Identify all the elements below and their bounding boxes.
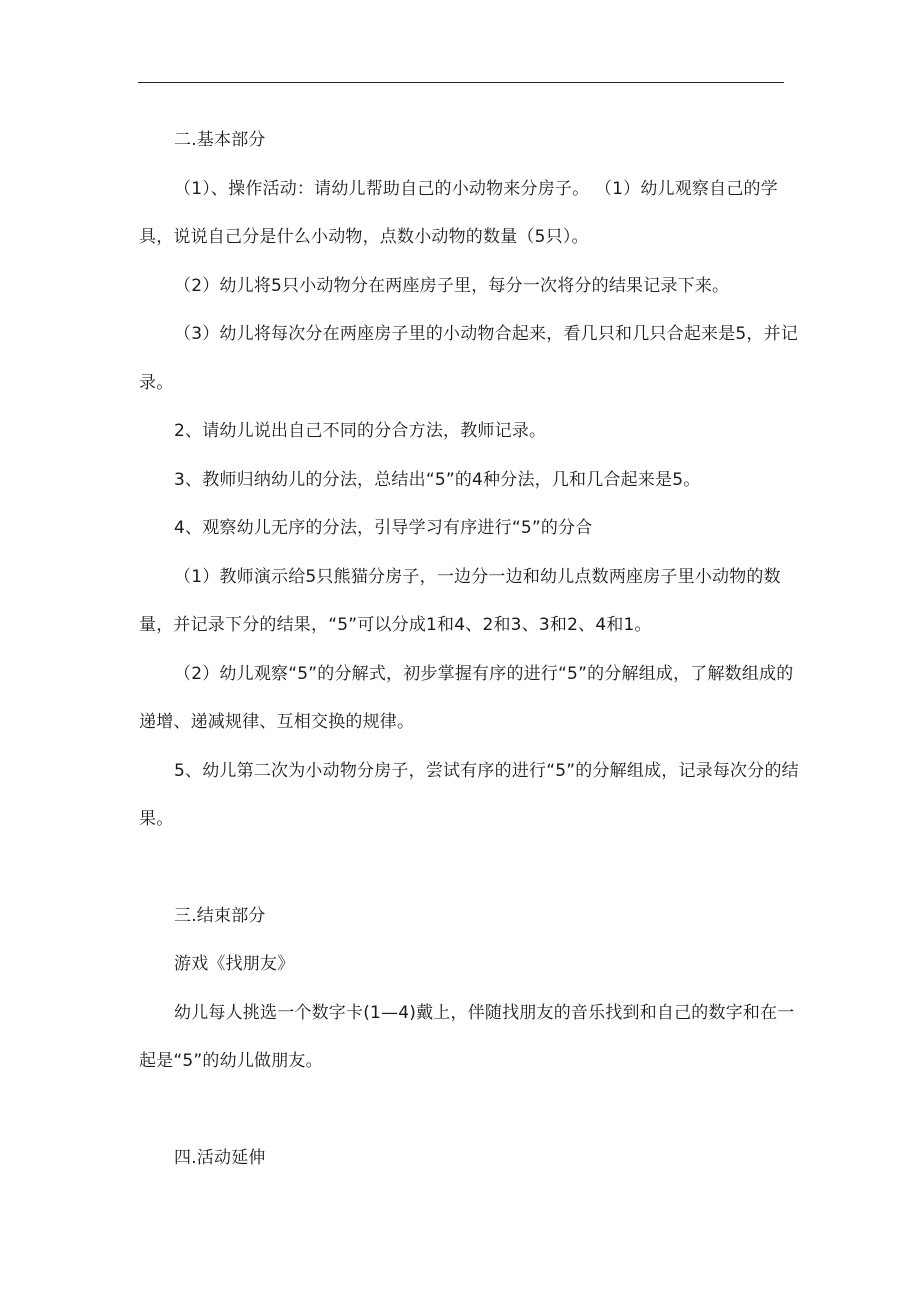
paragraph: 2、请幼儿说出自己不同的分合方法，教师记录。 (174, 421, 547, 441)
section-heading-basic: 二.基本部分 (174, 130, 266, 150)
paragraph: 5、幼儿第二次为小动物分房子，尝试有序的进行“5”的分解组成，记录每次分的结果。 (139, 760, 799, 829)
document-body (139, 116, 799, 1182)
paragraph: （2）幼儿将5只小动物分在两座房子里，每分一次将分的结果记录下来。 (174, 275, 730, 296)
paragraph: 4、观察幼儿无序的分法，引导学习有序进行“5”的分合 (174, 518, 593, 538)
blank-line (139, 844, 799, 892)
section-heading-extend: 四.活动延伸 (174, 1147, 266, 1168)
paragraph: （3）幼儿将每次分在两座房子里的小动物合起来，看几只和几只合起来是5，并记录。 (139, 324, 799, 393)
blank-line (139, 1086, 799, 1134)
paragraph: （1）、操作活动：请幼儿帮助自己的小动物来分房子。 （1）幼儿观察自己的学具，说说自己分是什么小动物，点数小动物的数量（5只）。 (139, 178, 778, 247)
paragraph: 幼儿每人挑选一个数字卡(1—4)戴上，伴随找朋友的音乐找到和自己的数字和在一起是“5”的幼儿做朋友。 (139, 1002, 795, 1071)
section-heading-end: 三.结束部分 (174, 905, 266, 926)
paragraph: 3、教师归纳幼儿的分法，总结出“5”的4种分法，几和几合起来是5。 (174, 469, 701, 490)
paragraph: 游戏《找朋友》 (174, 954, 295, 974)
paragraph: （1）教师演示给5只熊猫分房子，一边分一边和幼儿点数两座房子里小动物的数量，并记录下分的结果，“5”可以分成1和4、2和3、3和2、4和1。 (139, 566, 781, 635)
paragraph: （2）幼儿观察“5”的分解式，初步掌握有序的进行“5”的分解组成，了解数组成的递增、递减规律、互相交换的规律。 (139, 663, 794, 732)
header-rule (138, 82, 784, 83)
